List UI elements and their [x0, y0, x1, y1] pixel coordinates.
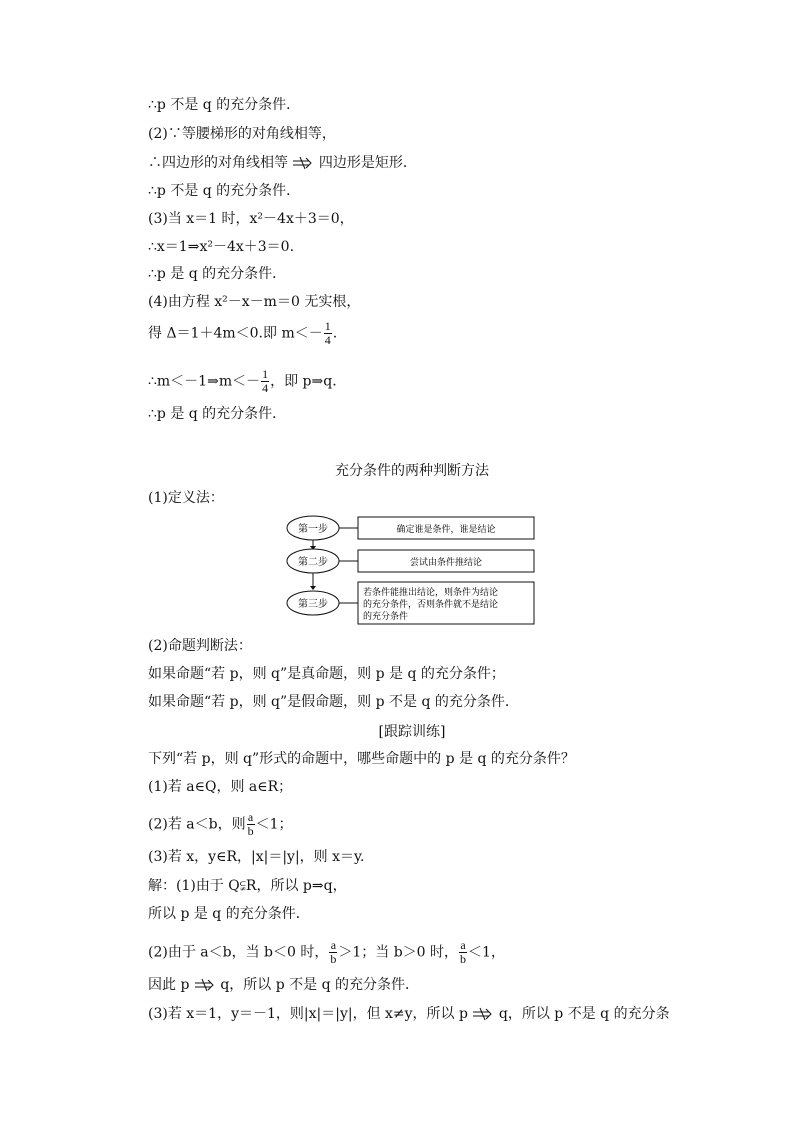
text-segment: 因此 p: [148, 977, 190, 993]
line-part4-discriminant: [148, 320, 337, 347]
numerator: 1: [324, 319, 331, 333]
arrow-head-2: [310, 586, 316, 590]
text-segment: ，即 p⇒q.: [270, 373, 337, 390]
solution-part1: 解：(1)由于 Q⫋R，所以 p⇒q，: [148, 878, 347, 894]
practice-question: 下列“若 p，则 q”形式的命题中，哪些命题中的 p 是 q 的充分条件？: [148, 751, 575, 767]
denominator: b: [247, 824, 254, 838]
box1-text: 确定谁是条件，谁是结论: [396, 525, 496, 535]
line-part4-inference: [148, 368, 337, 395]
step1-label: 第一步: [298, 524, 328, 535]
flowchart-step3: [287, 591, 339, 615]
text-segment: ∴m＜－1⇒m＜－: [148, 373, 261, 390]
text-segment: q，所以 p 不是 q 的充分条件．: [220, 977, 420, 993]
solution-part2-conclusion: [148, 975, 419, 995]
fraction-a-over-b: [329, 939, 337, 966]
text-segment: ∴四边形的对角线相等: [148, 155, 288, 171]
practice-item-2: [148, 811, 293, 838]
text-segment: 得 Δ＝1＋4m＜0.即 m＜－: [148, 325, 323, 342]
text-segment: 四边形是矩形．: [318, 155, 417, 171]
text-segment: (3)若 x＝1，y＝－1，则|x|＝|y|，但 x≠y，所以 p: [148, 1006, 468, 1022]
method-proposition-label: (2)命题判断法：: [148, 638, 252, 654]
practice-item-3: (3)若 x，y∈R，|x|＝|y|，则 x＝y.: [148, 849, 365, 865]
flowchart-step1: [287, 516, 339, 540]
numerator: a: [330, 938, 337, 952]
line-part2-premise: (2)∵等腰梯形的对角线相等，: [148, 126, 336, 142]
flowchart: [283, 512, 539, 628]
denominator: 4: [324, 333, 331, 347]
line-true-proposition: 如果命题“若 p，则 q”是真命题，则 p 是 q 的充分条件；: [148, 666, 505, 682]
line-part2-inference: [148, 153, 417, 173]
line-conclusion-4: ∴p 是 q 的充分条件．: [148, 406, 287, 422]
numerator: a: [460, 938, 466, 952]
denominator: b: [460, 952, 467, 966]
step2-label: 第二步: [298, 557, 328, 568]
text-segment: ＜1；: [255, 816, 293, 833]
text-segment: q，所以 p 不是 q 的充分条: [498, 1006, 670, 1022]
fraction-one-quarter: [324, 320, 332, 347]
section-title: 充分条件的两种判断方法: [335, 463, 489, 479]
box3-text-line2: 的充分条件，否则条件就不是结论: [363, 600, 499, 610]
box2-text: 尝试由条件推结论: [409, 558, 483, 568]
text-segment: .: [332, 325, 338, 342]
practice-title: [跟踪训练]: [378, 724, 446, 740]
method-definition-label: (1)定义法：: [148, 490, 224, 506]
line-false-proposition: 如果命题“若 p，则 q”是假命题，则 p 不是 q 的充分条件．: [148, 694, 519, 710]
not-implies-icon: [194, 978, 216, 992]
solution-part1-conclusion: 所以 p 是 q 的充分条件．: [148, 906, 310, 922]
practice-item-1: (1)若 a∈Q，则 a∈R；: [148, 779, 293, 795]
fraction-a-over-b: [459, 939, 467, 966]
flowchart-step2: [287, 549, 339, 573]
numerator: 1: [262, 367, 269, 381]
fraction-one-quarter: [261, 368, 269, 395]
fraction-a-over-b: [247, 811, 255, 838]
box3-text-line1: 若条件能推出结论，则条件为结论: [363, 588, 499, 598]
denominator: 4: [262, 381, 269, 395]
line-conclusion-3: ∴p 是 q 的充分条件．: [148, 266, 287, 282]
line-part3-inference: ∴x＝1⇒x²－4x＋3＝0.: [148, 239, 295, 255]
not-implies-icon: [472, 1007, 494, 1021]
text-segment: ＞1；当 b＞0 时，: [338, 944, 459, 961]
text-segment: (2)由于 a＜b，当 b＜0 时，: [148, 944, 329, 961]
denominator: b: [330, 952, 337, 966]
text-segment: (2)若 a＜b，则: [148, 816, 246, 833]
solution-part2: [148, 939, 505, 966]
line-conclusion-1: ∴p 不是 q 的充分条件．: [148, 97, 301, 113]
solution-part3: [148, 1004, 670, 1024]
text-segment: ＜1，: [468, 944, 505, 961]
not-implies-icon: [292, 156, 314, 170]
line-conclusion-2: ∴p 不是 q 的充分条件．: [148, 183, 301, 199]
box3-text-line3: 的充分条件: [363, 612, 409, 622]
numerator: a: [247, 810, 254, 824]
line-part3-premise: (3)当 x＝1 时，x²－4x＋3＝0，: [148, 211, 354, 227]
line-part4-premise: (4)由方程 x²－x－m＝0 无实根，: [148, 294, 361, 310]
step3-label: 第三步: [298, 599, 328, 610]
